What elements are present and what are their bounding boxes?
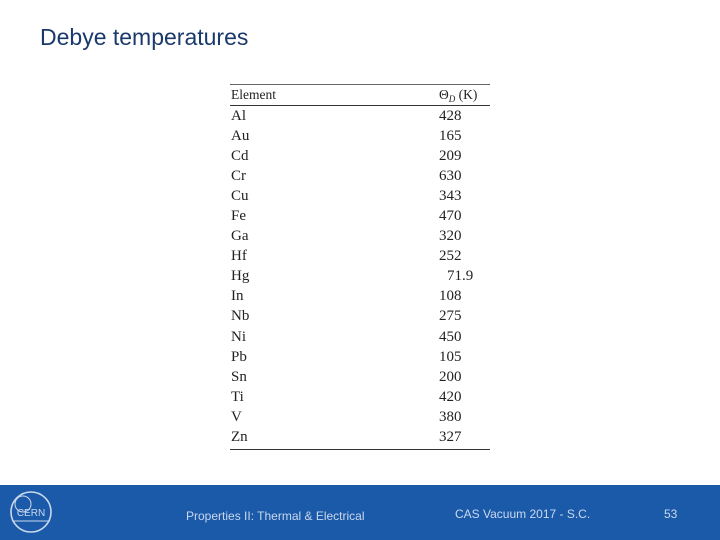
cell-element: Al: [231, 107, 246, 124]
table-body: [230, 106, 490, 448]
table-row: [230, 247, 490, 267]
cell-element: Cr: [231, 167, 246, 184]
cell-element: Hf: [231, 248, 247, 265]
cell-theta: 71.9: [447, 268, 474, 285]
cell-element: Sn: [231, 368, 247, 385]
cell-element: Fe: [231, 208, 246, 225]
theta-unit: (K): [458, 86, 478, 102]
table-row: [230, 287, 490, 307]
footer-event: CAS Vacuum 2017 - S.C.: [455, 507, 591, 521]
cell-theta: 327: [439, 429, 462, 446]
table-row: [230, 227, 490, 247]
table-row: [230, 126, 490, 146]
cern-logo-icon: [8, 489, 54, 535]
footer-course: Properties II: Thermal & Electrical: [186, 509, 365, 523]
cell-theta: 630: [439, 167, 462, 184]
cell-theta: 275: [439, 308, 462, 325]
cell-theta: 108: [439, 288, 462, 305]
table-row: [230, 407, 490, 427]
table-row: [230, 347, 490, 367]
cell-theta: 343: [439, 187, 462, 204]
debye-table: [230, 84, 490, 450]
cell-theta: 165: [439, 127, 462, 144]
table-row: [230, 106, 490, 126]
cell-theta: 380: [439, 408, 462, 425]
cell-theta: 200: [439, 368, 462, 385]
table-row: [230, 367, 490, 387]
theta-subscript: D: [448, 93, 456, 104]
header-element: Element: [231, 87, 276, 102]
cell-theta: 105: [439, 348, 462, 365]
cell-theta: 252: [439, 248, 462, 265]
table-header-row: [230, 85, 490, 106]
cell-theta: 209: [439, 147, 462, 164]
slide-title: Debye temperatures: [40, 24, 249, 50]
table-row: [230, 327, 490, 347]
cell-element: Nb: [231, 308, 250, 325]
table-row: [230, 387, 490, 407]
cell-element: In: [231, 288, 244, 305]
cell-element: Ga: [231, 228, 249, 245]
cell-theta: 428: [439, 107, 462, 124]
table-row: [230, 146, 490, 166]
table-bottom-rule: [230, 449, 490, 450]
table-row: [230, 267, 490, 287]
cell-element: Au: [231, 127, 250, 144]
table-row: [230, 166, 490, 186]
cell-theta: 450: [439, 328, 462, 345]
cell-element: Zn: [231, 429, 248, 446]
footer-bar: [0, 485, 720, 540]
cell-theta: 320: [439, 228, 462, 245]
cell-element: Cd: [231, 147, 249, 164]
page-number: 53: [664, 507, 678, 521]
cell-element: Hg: [231, 268, 250, 285]
table-row: [230, 186, 490, 206]
cell-theta: 420: [439, 388, 462, 405]
cell-element: Pb: [231, 348, 247, 365]
table-row: [230, 307, 490, 327]
cell-theta: 470: [439, 208, 462, 225]
cell-element: Cu: [231, 187, 249, 204]
cell-element: V: [231, 408, 242, 425]
theta-symbol: Θ: [439, 86, 449, 102]
table-row: [230, 428, 490, 448]
cell-element: Ti: [231, 388, 244, 405]
table-row: [230, 206, 490, 226]
logo-text: CERN: [16, 508, 46, 519]
cell-element: Ni: [231, 328, 246, 345]
header-theta: [439, 87, 490, 104]
